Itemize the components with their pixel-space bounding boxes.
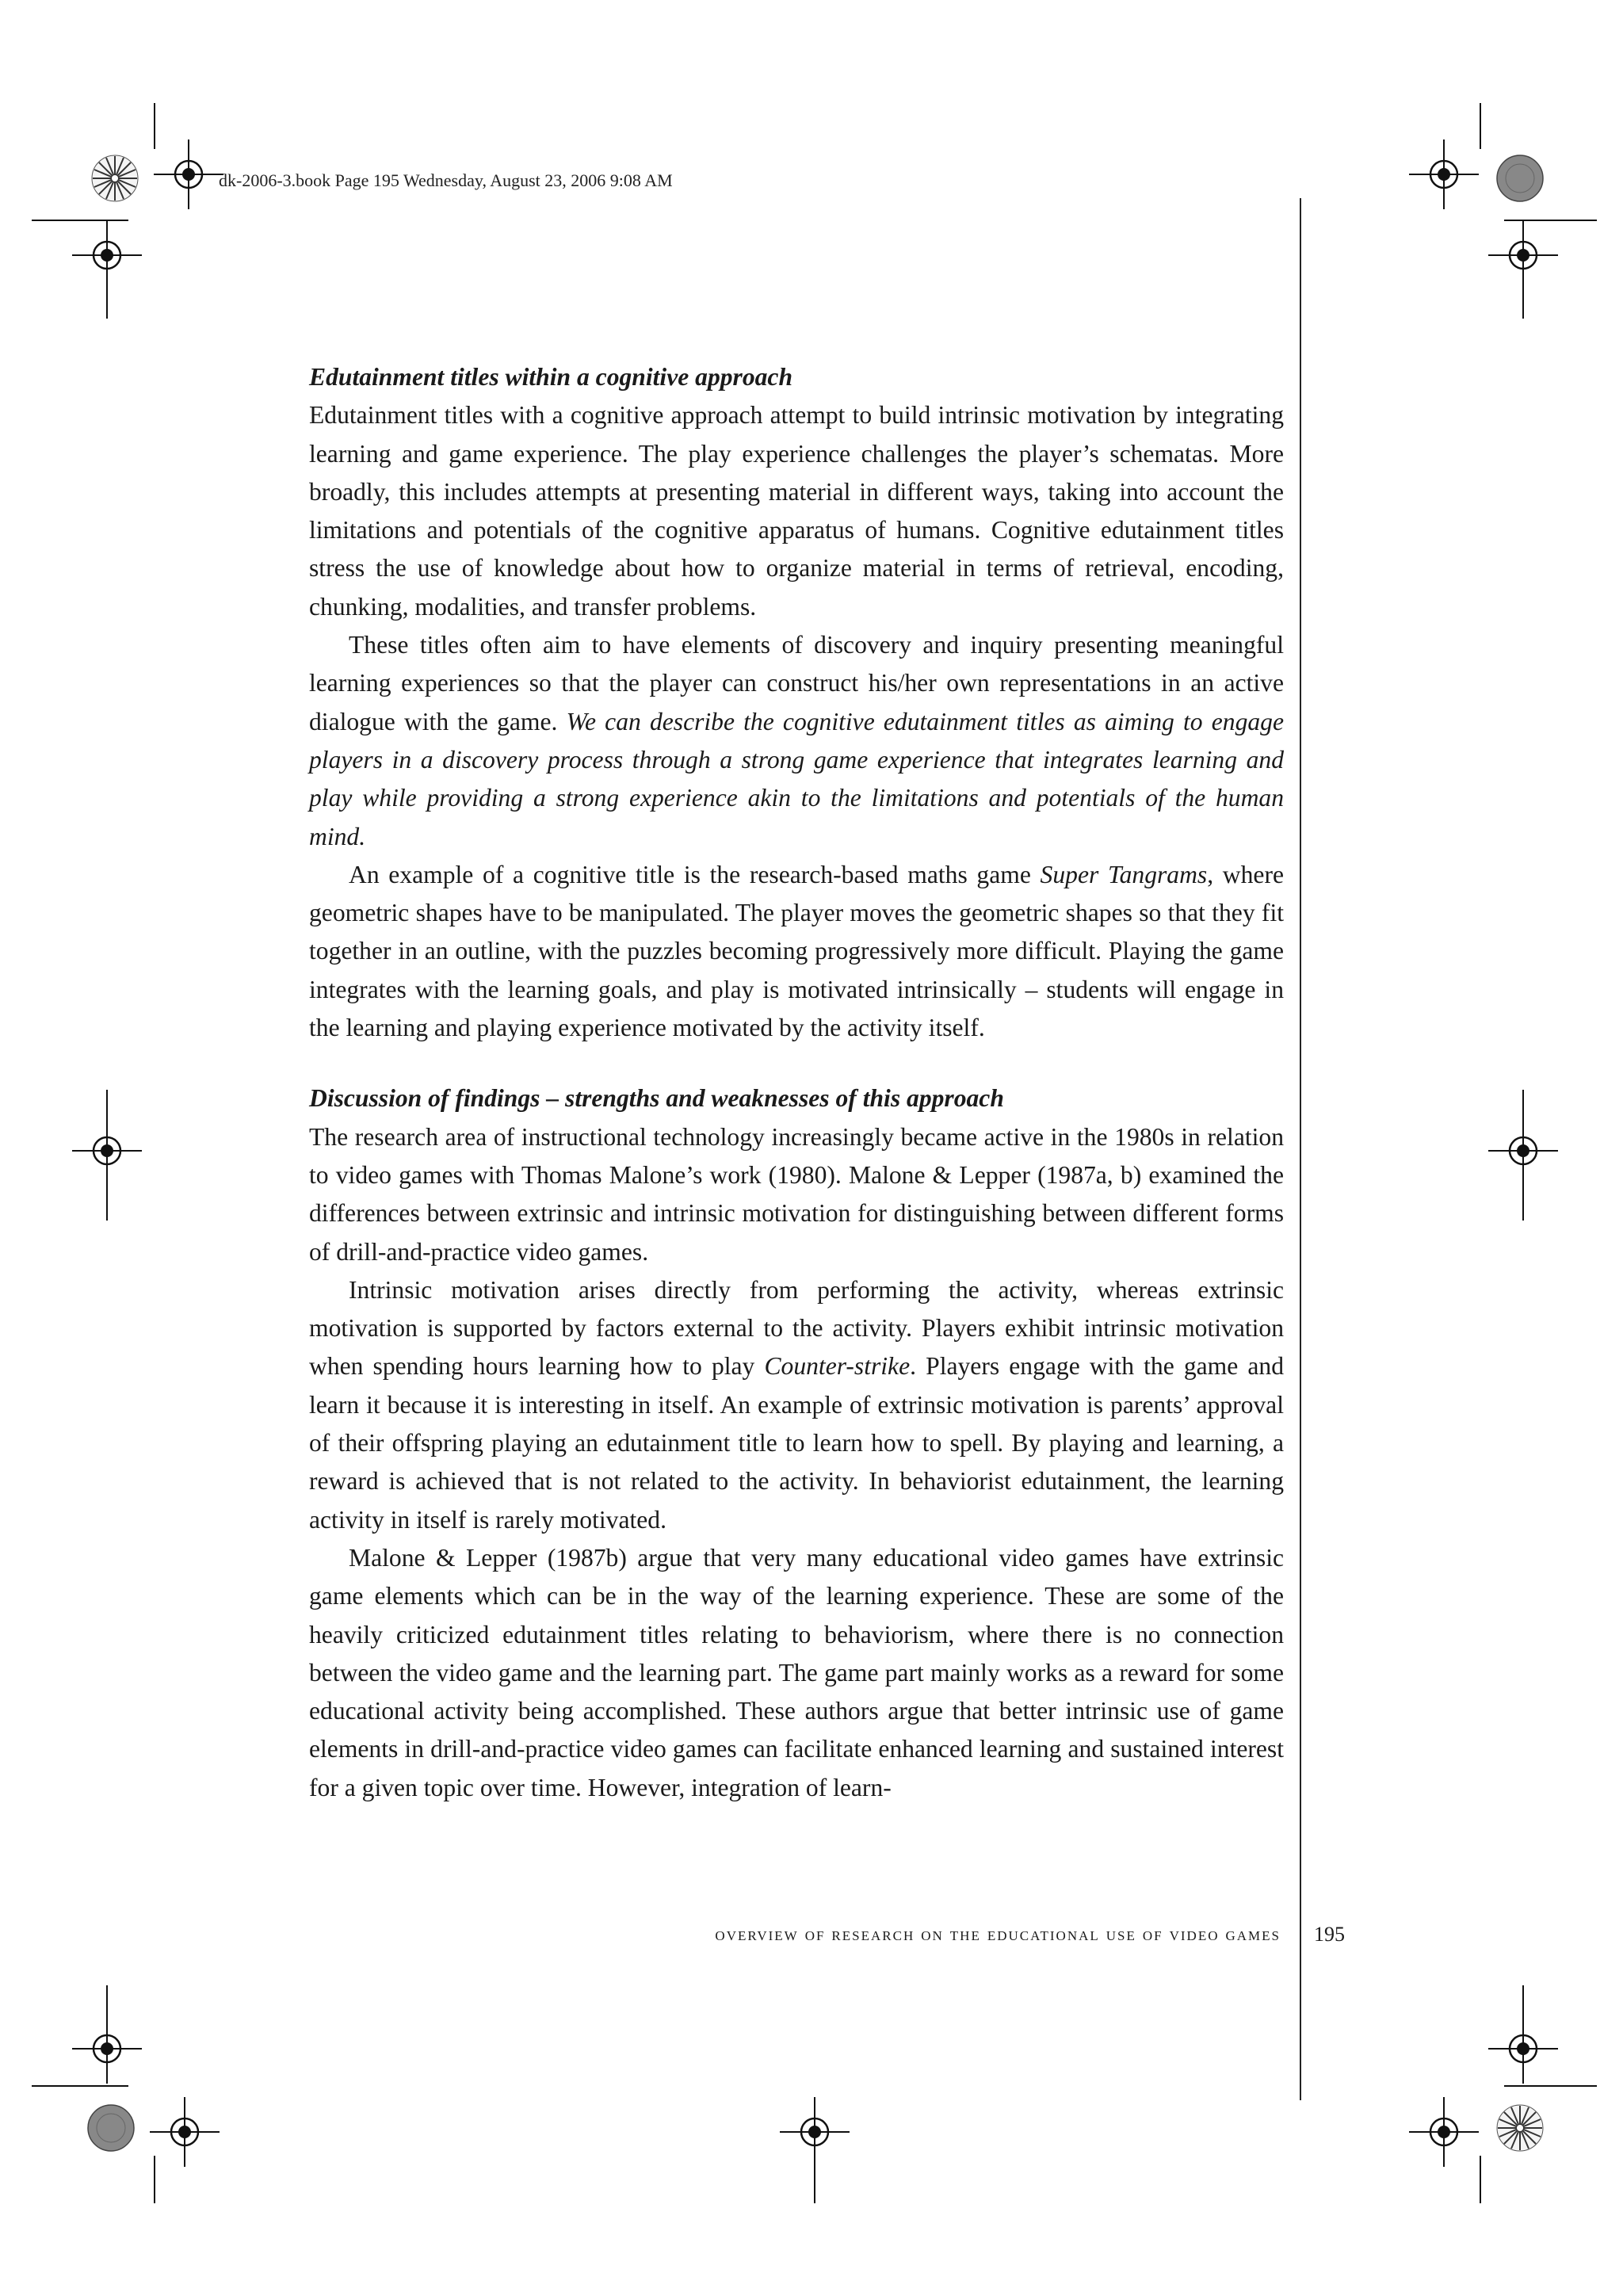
text-run: . Players engage with the game and learn it because it is interesting in itself. An example of extrinsic motivation is parents’ approval of their offspring playing an edutainment title to learn how to spell. By playing and learning, a reward is achieved that is not related to the activity. In behaviorist edutainment, the learning activity in itself is rarely motivated. (309, 1352, 1284, 1534)
paragraph (309, 626, 1284, 856)
paragraph: Malone & Lepper (1987b) argue that very many educational video games have extrinsic game elements which can be in the way of the learning experience. These are some of the heavily criticized edutainment titles relating to behaviorism, where there is no connection between the video game and the learning part. The game part mainly works as a reward for some educational activity being accomplished. These authors argue that better intrinsic use of game elements in drill-and-practice video games can facilitate enhanced learning and sustained interest for a given topic over time. However, integration of learn- (309, 1543, 1284, 1801)
text-run: Intrinsic motivation arises directly from performing the activity, whereas extrinsic motivation is supported by factors external to the activity. Players exhibit intrinsic motivation when spending hours learning how to play (309, 1275, 1284, 1381)
slug-line: dk-2006-3.book Page 195 Wednesday, August 23, 2006 9:08 AM (219, 170, 673, 190)
section-heading: Edutainment titles within a cognitive approach (309, 363, 793, 391)
game-title: Counter-strike (764, 1352, 911, 1381)
text-run: An example of a cognitive title is the research-based maths game (349, 860, 1041, 888)
game-title: Super Tangrams (1040, 860, 1208, 888)
paragraph: The research area of instructional technology increasingly became active in the 1980s in relation to video games with Thomas Malone’s work (1980). Malone & Lepper (1987a, b) examined the differences between extrinsic and intrinsic motivation for distinguishing between different forms of drill-and-practice video games. (309, 1122, 1284, 1266)
paragraph (309, 856, 1284, 1047)
page-number: 195 (1314, 1923, 1345, 1946)
section-heading: Discussion of findings – strengths and weaknesses of this approach (309, 1084, 1004, 1113)
paragraph (309, 1271, 1284, 1539)
body-text (309, 358, 1284, 1807)
text-run: , where geometric shapes have to be manipulated. The player moves the geometric shapes so that they fit together in an outline, with the puzzles becoming progressively more difficult. Playing the game integrates with the learning goals, and play is motivated intrinsically – students will engage in the learning and playing experience motivated by the activity itself. (309, 860, 1284, 1042)
italic-run: We can describe the cognitive edutainment titles as aiming to engage players in a discovery process through a strong game experience that integrates learning and play while providing a strong experience akin to the limitations and potentials of the human mind. (309, 707, 1285, 850)
text-run: These titles often aim to have elements of discovery and inquiry presenting meaningful learning experiences so that the player can construct his/her own representations in an active dialogue with the game. (309, 631, 1284, 735)
trim-line (1300, 198, 1301, 2100)
running-footer: overview of research on the educational use of video games (715, 1924, 1281, 1945)
paragraph: Edutainment titles with a cognitive approach attempt to build intrinsic motivation by integrating learning and game experience. The play experience challenges the player’s schematas. More broadly, this includes attempts at presenting material in different ways, taking into account the limitations and potentials of the cognitive apparatus of humans. Cognitive edutainment titles stress the use of knowledge about how to organize material in terms of retrieval, encoding, chunking, modalities, and transfer problems. (309, 401, 1284, 621)
